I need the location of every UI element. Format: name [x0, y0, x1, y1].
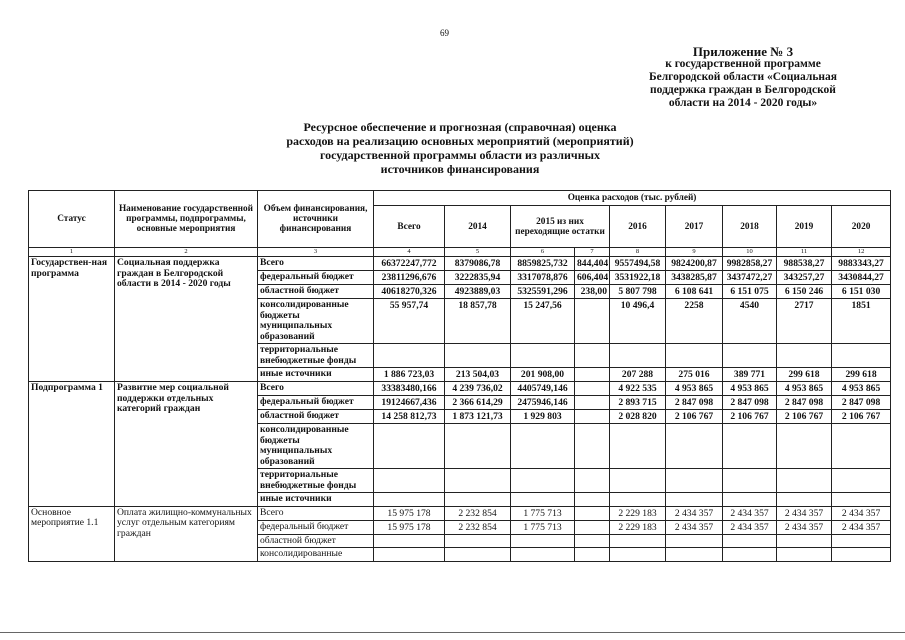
row-status: Подпрограмма 1 [29, 382, 115, 507]
column-number: 8 [610, 248, 666, 257]
row-value-cell: 3438285,87 [666, 271, 723, 285]
column-number: 9 [666, 248, 723, 257]
row-value-cell: 2 229 183 [610, 520, 666, 534]
row-value-cell: 2 232 854 [445, 506, 511, 520]
row-value-cell [575, 368, 610, 382]
row-value-cell: 201 908,00 [511, 368, 575, 382]
row-value-cell [374, 344, 445, 368]
row-value-cell: 1 775 713 [511, 506, 575, 520]
header-total: Всего [374, 206, 445, 248]
table-body [29, 257, 891, 562]
column-number: 7 [575, 248, 610, 257]
row-value-cell [511, 469, 575, 493]
row-value-cell [445, 493, 511, 507]
appendix-line: области на 2014 - 2020 годы» [668, 97, 818, 109]
column-number: 12 [832, 248, 891, 257]
row-value-cell: 213 504,03 [445, 368, 511, 382]
row-value-cell: 4405749,146 [511, 382, 575, 396]
row-value-cell: 2 106 767 [832, 410, 891, 424]
row-value-cell: 2 366 614,29 [445, 396, 511, 410]
column-number: 1 [29, 248, 115, 257]
row-value-cell [723, 469, 777, 493]
appendix-line: Белгородской области «Социальная [648, 71, 837, 83]
column-number: 4 [374, 248, 445, 257]
row-value-cell: 8379086,78 [445, 257, 511, 271]
row-value-cell [374, 493, 445, 507]
header-2018: 2018 [723, 206, 777, 248]
row-funding-source: федеральный бюджет [258, 396, 374, 410]
row-value-cell: 15 247,56 [511, 299, 575, 344]
row-value-cell [575, 382, 610, 396]
row-value-cell: 1 775 713 [511, 520, 575, 534]
row-value-cell [374, 424, 445, 469]
row-value-cell: 299 618 [777, 368, 832, 382]
header-2015: 2015 из них переходящие остатки [511, 206, 610, 248]
column-number: 11 [777, 248, 832, 257]
row-value-cell [723, 534, 777, 548]
column-number: 5 [445, 248, 511, 257]
row-value-cell: 4540 [723, 299, 777, 344]
row-value-cell [575, 396, 610, 410]
row-value-cell: 2475946,146 [511, 396, 575, 410]
column-number-row [29, 248, 891, 257]
row-value-cell: 2 434 357 [723, 506, 777, 520]
header-2020: 2020 [832, 206, 891, 248]
row-funding-source: консолидированные [258, 548, 374, 562]
row-value-cell: 4 953 865 [666, 382, 723, 396]
appendix-line: поддержка граждан в Белгородской [650, 84, 836, 96]
row-value-cell [575, 506, 610, 520]
row-value-cell [511, 534, 575, 548]
row-value-cell: 299 618 [832, 368, 891, 382]
table-row [29, 257, 891, 271]
row-value-cell: 2 434 357 [832, 520, 891, 534]
title-line: источников финансирования [380, 162, 540, 176]
row-value-cell [666, 344, 723, 368]
row-value-cell: 1 929 803 [511, 410, 575, 424]
row-value-cell [610, 548, 666, 562]
row-value-cell: 1 873 121,73 [445, 410, 511, 424]
row-value-cell [832, 493, 891, 507]
row-value-cell [777, 493, 832, 507]
row-value-cell: 2 434 357 [666, 520, 723, 534]
row-value-cell: 2 434 357 [723, 520, 777, 534]
row-value-cell: 14 258 812,73 [374, 410, 445, 424]
row-value-cell [832, 424, 891, 469]
header-2014: 2014 [445, 206, 511, 248]
row-value-cell [666, 493, 723, 507]
row-value-cell: 15 975 178 [374, 520, 445, 534]
row-value-cell [610, 344, 666, 368]
row-value-cell: 9557494,58 [610, 257, 666, 271]
table-row [29, 506, 891, 520]
row-value-cell: 2 028 820 [610, 410, 666, 424]
row-value-cell: 4 953 865 [723, 382, 777, 396]
title-line: государственной программы области из различных [319, 148, 600, 162]
appendix-line: к государственной программе [665, 58, 821, 70]
column-number: 3 [258, 248, 374, 257]
row-value-cell [511, 548, 575, 562]
row-value-cell: 988538,27 [777, 257, 832, 271]
row-value-cell [723, 424, 777, 469]
row-value-cell: 3430844,27 [832, 271, 891, 285]
row-value-cell: 844,404 [575, 257, 610, 271]
row-value-cell [445, 424, 511, 469]
row-value-cell [445, 469, 511, 493]
row-value-cell [723, 548, 777, 562]
row-value-cell [777, 344, 832, 368]
row-value-cell: 6 150 246 [777, 285, 832, 299]
row-value-cell: 23811296,676 [374, 271, 445, 285]
row-value-cell [832, 534, 891, 548]
row-value-cell [445, 534, 511, 548]
row-funding-source: областной бюджет [258, 285, 374, 299]
row-value-cell [723, 493, 777, 507]
row-value-cell [610, 534, 666, 548]
row-value-cell: 6 151 030 [832, 285, 891, 299]
table-row [29, 382, 891, 396]
column-number: 2 [115, 248, 258, 257]
row-value-cell [777, 469, 832, 493]
row-funding-source: консолидированные бюджеты муниципальных образований [258, 299, 374, 344]
title-line: Ресурсное обеспечение и прогнозная (справочная) оценка [303, 120, 617, 134]
row-value-cell [575, 534, 610, 548]
row-value-cell [511, 493, 575, 507]
row-value-cell: 2 434 357 [832, 506, 891, 520]
row-value-cell: 5 807 798 [610, 285, 666, 299]
row-value-cell [374, 548, 445, 562]
row-value-cell [575, 299, 610, 344]
row-value-cell: 10 496,4 [610, 299, 666, 344]
row-value-cell: 3531922,18 [610, 271, 666, 285]
row-value-cell: 2 229 183 [610, 506, 666, 520]
row-value-cell [832, 548, 891, 562]
row-value-cell: 389 771 [723, 368, 777, 382]
row-value-cell: 2717 [777, 299, 832, 344]
row-value-cell: 238,00 [575, 285, 610, 299]
row-funding-source: областной бюджет [258, 410, 374, 424]
row-value-cell: 275 016 [666, 368, 723, 382]
row-value-cell [575, 410, 610, 424]
row-value-cell: 2 847 098 [723, 396, 777, 410]
row-value-cell: 2 847 098 [666, 396, 723, 410]
row-value-cell [666, 548, 723, 562]
row-value-cell [777, 548, 832, 562]
row-value-cell: 4 953 865 [832, 382, 891, 396]
row-value-cell: 2 232 854 [445, 520, 511, 534]
row-value-cell: 343257,27 [777, 271, 832, 285]
row-funding-source: Всего [258, 257, 374, 271]
row-value-cell: 4 922 535 [610, 382, 666, 396]
row-value-cell: 5325591,296 [511, 285, 575, 299]
row-status: Основное мероприятие 1.1 [29, 506, 115, 561]
row-value-cell: 4 953 865 [777, 382, 832, 396]
row-value-cell: 2 847 098 [777, 396, 832, 410]
row-value-cell: 6 151 075 [723, 285, 777, 299]
row-value-cell [723, 344, 777, 368]
appendix-block [623, 45, 863, 110]
row-funding-source: иные источники [258, 493, 374, 507]
row-value-cell [832, 469, 891, 493]
row-value-cell: 55 957,74 [374, 299, 445, 344]
row-value-cell: 9982858,27 [723, 257, 777, 271]
row-funding-source: территориальные внебюджетные фонды [258, 469, 374, 493]
row-value-cell: 3222835,94 [445, 271, 511, 285]
row-value-cell: 1 886 723,03 [374, 368, 445, 382]
row-value-cell [374, 534, 445, 548]
row-program-name: Оплата жилищно-коммунальных услуг отдельным категориям граждан [115, 506, 258, 561]
row-value-cell [575, 548, 610, 562]
header-status: Статус [29, 191, 115, 248]
row-value-cell: 207 288 [610, 368, 666, 382]
row-value-cell: 6 108 641 [666, 285, 723, 299]
row-program-name: Развитие мер социальной поддержки отдельных категорий граждан [115, 382, 258, 507]
funding-table [28, 190, 891, 562]
row-value-cell: 40618270,326 [374, 285, 445, 299]
row-value-cell [666, 424, 723, 469]
row-value-cell [445, 548, 511, 562]
row-value-cell: 18 857,78 [445, 299, 511, 344]
row-funding-source: федеральный бюджет [258, 520, 374, 534]
row-value-cell [575, 344, 610, 368]
row-value-cell: 2 893 715 [610, 396, 666, 410]
row-value-cell: 4923889,03 [445, 285, 511, 299]
row-funding-source: Всего [258, 506, 374, 520]
row-value-cell [610, 493, 666, 507]
row-value-cell [832, 344, 891, 368]
page-number: 69 [440, 28, 449, 38]
row-funding-source: консолидированные бюджеты муниципальных образований [258, 424, 374, 469]
row-value-cell [610, 424, 666, 469]
row-funding-source: иные источники [258, 368, 374, 382]
row-value-cell: 33383480,166 [374, 382, 445, 396]
row-value-cell: 19124667,436 [374, 396, 445, 410]
row-value-cell: 606,404 [575, 271, 610, 285]
row-status: Государствен-ная программа [29, 257, 115, 382]
row-funding-source: областной бюджет [258, 534, 374, 548]
row-value-cell [575, 520, 610, 534]
row-value-cell [777, 534, 832, 548]
row-value-cell [575, 493, 610, 507]
row-value-cell: 2258 [666, 299, 723, 344]
header-2019: 2019 [777, 206, 832, 248]
header-estimate: Оценка расходов (тыс. рублей) [374, 191, 891, 206]
row-value-cell: 1851 [832, 299, 891, 344]
row-value-cell [511, 424, 575, 469]
row-value-cell [575, 424, 610, 469]
row-value-cell: 8859825,732 [511, 257, 575, 271]
page-bottom-rule [0, 632, 905, 633]
row-program-name: Социальная поддержка граждан в Белгородской области в 2014 - 2020 годы [115, 257, 258, 382]
row-value-cell [610, 469, 666, 493]
row-value-cell [445, 344, 511, 368]
row-value-cell: 2 434 357 [777, 506, 832, 520]
row-value-cell: 9824200,87 [666, 257, 723, 271]
row-value-cell: 2 434 357 [777, 520, 832, 534]
header-2016: 2016 [610, 206, 666, 248]
row-value-cell: 66372247,772 [374, 257, 445, 271]
header-2017: 2017 [666, 206, 723, 248]
row-value-cell: 9883343,27 [832, 257, 891, 271]
row-value-cell: 2 106 767 [777, 410, 832, 424]
row-value-cell: 15 975 178 [374, 506, 445, 520]
row-value-cell: 2 847 098 [832, 396, 891, 410]
row-value-cell [777, 424, 832, 469]
row-value-cell [374, 469, 445, 493]
header-volume: Объем финансирования, источники финансирования [258, 191, 374, 248]
appendix-heading: Приложение № 3 [692, 44, 794, 59]
document-title [250, 120, 670, 176]
row-value-cell: 3317078,876 [511, 271, 575, 285]
row-value-cell: 4 239 736,02 [445, 382, 511, 396]
row-value-cell [575, 469, 610, 493]
row-value-cell [666, 534, 723, 548]
column-number: 6 [511, 248, 575, 257]
row-value-cell: 2 106 767 [666, 410, 723, 424]
row-value-cell [511, 344, 575, 368]
row-value-cell: 3437472,27 [723, 271, 777, 285]
header-name: Наименование государственной программы, подпрограммы, основные мероприятия [115, 191, 258, 248]
row-value-cell: 2 106 767 [723, 410, 777, 424]
row-funding-source: Всего [258, 382, 374, 396]
title-line: расходов на реализацию основных мероприятий (мероприятий) [286, 134, 634, 148]
row-funding-source: территориальные внебюджетные фонды [258, 344, 374, 368]
row-value-cell: 2 434 357 [666, 506, 723, 520]
column-number: 10 [723, 248, 777, 257]
row-funding-source: федеральный бюджет [258, 271, 374, 285]
row-value-cell [666, 469, 723, 493]
